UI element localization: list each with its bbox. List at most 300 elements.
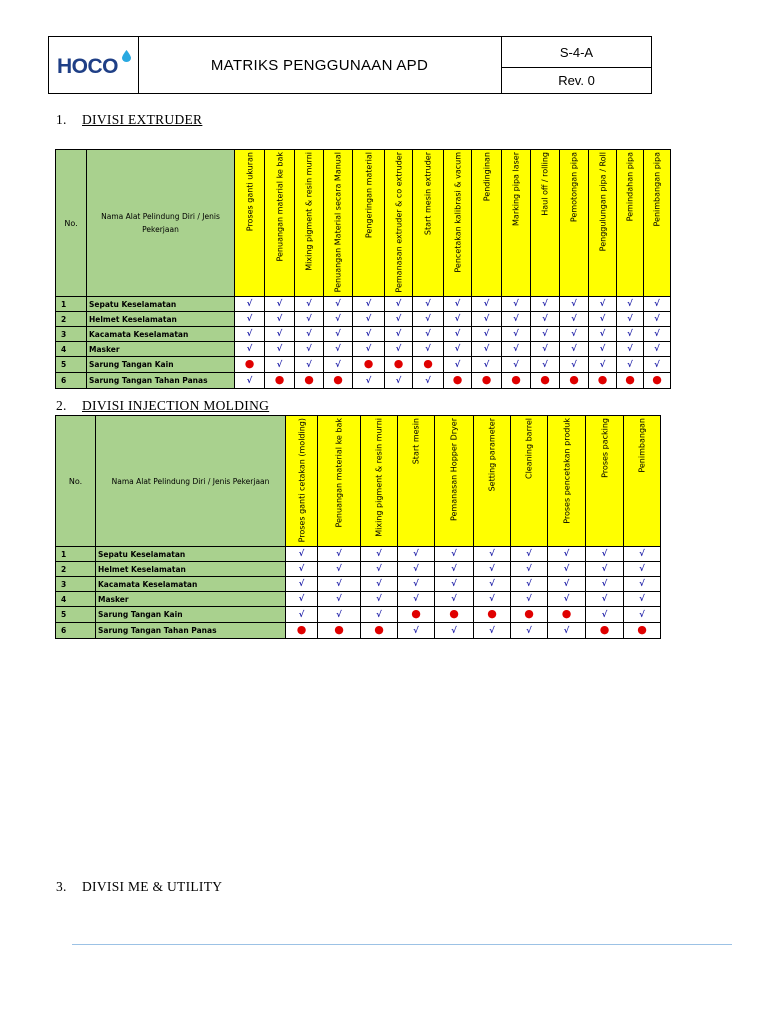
column-header-ppe-name: Nama Alat Pelindung Diri / Jenis Pekerjaan: [87, 150, 235, 297]
required-check-mark: [560, 312, 589, 327]
check-icon: √: [627, 299, 633, 309]
check-icon: √: [627, 314, 633, 324]
check-icon: √: [454, 344, 461, 354]
column-header-no: No.: [56, 416, 96, 547]
check-icon: √: [599, 344, 606, 354]
check-icon: √: [365, 375, 372, 386]
activity-label: Penuangan material ke bak: [275, 152, 284, 262]
ppe-name: Sarung Tangan Kain: [96, 607, 286, 623]
check-icon: √: [599, 329, 606, 339]
check-icon: √: [276, 299, 283, 309]
check-icon: √: [365, 329, 372, 339]
required-check-mark: [586, 592, 624, 607]
check-icon: √: [451, 564, 457, 574]
check-icon: √: [601, 579, 608, 589]
required-check-mark: [548, 547, 586, 562]
column-header-activity: [560, 150, 589, 297]
required-check-mark: [586, 562, 624, 577]
column-header-activity: [235, 150, 265, 297]
activity-label: Pemanasan Hopper Dryer: [449, 418, 459, 522]
red-dot-icon: ●: [524, 607, 534, 620]
section-heading-extruder: [56, 112, 202, 128]
column-header-activity: [435, 416, 474, 547]
required-check-mark: [318, 547, 361, 562]
required-check-mark: [531, 297, 560, 312]
check-icon: √: [483, 344, 490, 354]
required-check-mark: [644, 342, 671, 357]
not-required-mark: [560, 373, 589, 389]
activity-label: Start mesin: [411, 418, 421, 465]
check-icon: √: [413, 579, 419, 589]
column-header-activity: [624, 416, 661, 547]
red-dot-icon: ●: [411, 607, 421, 620]
required-check-mark: [385, 373, 413, 389]
check-icon: √: [601, 564, 608, 574]
required-check-mark: [361, 592, 398, 607]
document-title: MATRIKS PENGGUNAAN APD: [138, 37, 502, 93]
check-icon: √: [627, 344, 633, 354]
ppe-name: Masker: [87, 342, 235, 357]
activity-label: Proses ganti cetakan (molding): [297, 418, 306, 543]
check-icon: √: [306, 314, 312, 324]
row-number: 4: [56, 592, 96, 607]
check-icon: √: [654, 314, 660, 324]
column-header-activity: [444, 150, 472, 297]
check-icon: √: [306, 329, 312, 339]
check-icon: √: [298, 564, 305, 574]
required-check-mark: [353, 327, 385, 342]
activity-label: Proses ganti ukuran: [245, 152, 254, 232]
check-icon: √: [639, 609, 645, 620]
required-check-mark: [560, 297, 589, 312]
required-check-mark: [444, 297, 472, 312]
check-icon: √: [298, 609, 305, 620]
not-required-mark: [398, 607, 435, 623]
activity-label: Mixing pigment & resin murni: [374, 418, 384, 537]
ppe-name: Helmet Keselamatan: [96, 562, 286, 577]
check-icon: √: [483, 314, 490, 324]
check-icon: √: [601, 609, 608, 620]
required-check-mark: [435, 562, 474, 577]
red-dot-icon: ●: [449, 607, 459, 620]
table-row: [56, 342, 671, 357]
red-dot-icon: ●: [274, 373, 285, 386]
required-check-mark: [361, 547, 398, 562]
check-icon: √: [425, 375, 431, 386]
check-icon: √: [454, 329, 461, 339]
water-drop-icon: [122, 50, 131, 62]
check-icon: √: [654, 359, 660, 370]
not-required-mark: [531, 373, 560, 389]
required-check-mark: [589, 327, 617, 342]
check-icon: √: [365, 299, 372, 309]
row-number: 2: [56, 312, 87, 327]
required-check-mark: [617, 342, 644, 357]
red-dot-icon: ●: [333, 373, 343, 386]
not-required-mark: [548, 607, 586, 623]
row-number: 5: [56, 357, 87, 373]
ppe-name: Sepatu Keselamatan: [87, 297, 235, 312]
required-check-mark: [644, 357, 671, 373]
check-icon: √: [542, 344, 548, 354]
check-icon: √: [335, 344, 341, 354]
check-icon: √: [563, 564, 570, 574]
check-icon: √: [513, 359, 519, 370]
not-required-mark: [444, 373, 472, 389]
required-check-mark: [644, 312, 671, 327]
check-icon: √: [336, 564, 342, 574]
not-required-mark: [617, 373, 644, 389]
column-header-activity: [548, 416, 586, 547]
required-check-mark: [265, 342, 295, 357]
document-code: S-4-A: [501, 37, 652, 68]
required-check-mark: [385, 342, 413, 357]
required-check-mark: [472, 312, 502, 327]
check-icon: √: [483, 299, 490, 309]
not-required-mark: [318, 623, 361, 639]
section-number: 3.: [56, 879, 67, 894]
check-icon: √: [306, 344, 312, 354]
section-title: DIVISI ME & UTILITY: [82, 879, 223, 894]
check-icon: √: [513, 329, 519, 339]
red-dot-icon: ●: [244, 357, 255, 370]
required-check-mark: [444, 357, 472, 373]
row-number: 5: [56, 607, 96, 623]
not-required-mark: [472, 373, 502, 389]
required-check-mark: [444, 327, 472, 342]
activity-label: Penimbangan pipa: [652, 152, 662, 227]
required-check-mark: [472, 297, 502, 312]
section-title: DIVISI EXTRUDER: [82, 112, 203, 127]
check-icon: √: [489, 625, 495, 636]
activity-label: Pemindahan pipa: [625, 152, 635, 222]
required-check-mark: [624, 607, 661, 623]
column-header-activity: [472, 150, 502, 297]
row-number: 3: [56, 577, 96, 592]
activity-label: Penimbangan: [637, 418, 647, 473]
red-dot-icon: ●: [304, 373, 314, 386]
not-required-mark: [435, 607, 474, 623]
check-icon: √: [298, 579, 305, 589]
required-check-mark: [265, 327, 295, 342]
check-icon: √: [563, 579, 570, 589]
check-icon: √: [489, 579, 495, 589]
not-required-mark: [511, 607, 548, 623]
required-check-mark: [644, 297, 671, 312]
not-required-mark: [586, 623, 624, 639]
required-check-mark: [586, 547, 624, 562]
check-icon: √: [395, 344, 402, 354]
required-check-mark: [435, 577, 474, 592]
column-header-activity: [589, 150, 617, 297]
column-header-ppe-name: Nama Alat Pelindung Diri / Jenis Pekerjaan: [96, 416, 286, 547]
required-check-mark: [502, 312, 531, 327]
logo-text: HOCO: [57, 55, 118, 78]
required-check-mark: [502, 357, 531, 373]
required-check-mark: [385, 312, 413, 327]
check-icon: √: [335, 314, 341, 324]
check-icon: √: [395, 375, 402, 386]
section-number: 2.: [56, 398, 67, 413]
check-icon: √: [563, 594, 570, 604]
required-check-mark: [413, 342, 444, 357]
check-icon: √: [395, 314, 402, 324]
table-row: [56, 547, 661, 562]
required-check-mark: [472, 342, 502, 357]
column-header-activity: [361, 416, 398, 547]
not-required-mark: [644, 373, 671, 389]
check-icon: √: [306, 359, 312, 370]
not-required-mark: [324, 373, 353, 389]
check-icon: √: [599, 299, 606, 309]
column-header-activity: [324, 150, 353, 297]
check-icon: √: [542, 314, 548, 324]
column-header-activity: [502, 150, 531, 297]
column-header-activity: [531, 150, 560, 297]
required-check-mark: [511, 623, 548, 639]
column-header-activity: [474, 416, 511, 547]
required-check-mark: [548, 623, 586, 639]
red-dot-icon: ●: [481, 373, 492, 386]
check-icon: √: [601, 549, 608, 559]
activity-label: Pemotongan pipa: [569, 152, 579, 223]
table-row: [56, 297, 671, 312]
required-check-mark: [617, 327, 644, 342]
required-check-mark: [586, 577, 624, 592]
check-icon: √: [413, 625, 419, 636]
check-icon: √: [413, 594, 419, 604]
required-check-mark: [413, 312, 444, 327]
red-dot-icon: ●: [511, 373, 521, 386]
column-header-activity: [318, 416, 361, 547]
red-dot-icon: ●: [540, 373, 550, 386]
required-check-mark: [502, 342, 531, 357]
check-icon: √: [627, 359, 633, 370]
check-icon: √: [425, 344, 431, 354]
check-icon: √: [336, 549, 342, 559]
not-required-mark: [589, 373, 617, 389]
check-icon: √: [571, 359, 577, 370]
required-check-mark: [589, 357, 617, 373]
required-check-mark: [444, 312, 472, 327]
row-number: 1: [56, 547, 96, 562]
required-check-mark: [474, 592, 511, 607]
required-check-mark: [589, 312, 617, 327]
check-icon: √: [639, 579, 645, 589]
check-icon: √: [654, 329, 660, 339]
check-icon: √: [298, 594, 305, 604]
required-check-mark: [511, 547, 548, 562]
required-check-mark: [560, 357, 589, 373]
activity-label: Pendinginan: [482, 152, 491, 202]
required-check-mark: [617, 297, 644, 312]
required-check-mark: [235, 342, 265, 357]
required-check-mark: [318, 577, 361, 592]
required-check-mark: [531, 312, 560, 327]
check-icon: √: [513, 299, 519, 309]
check-icon: √: [571, 314, 577, 324]
required-check-mark: [435, 623, 474, 639]
check-icon: √: [526, 564, 532, 574]
required-check-mark: [624, 577, 661, 592]
required-check-mark: [624, 547, 661, 562]
check-icon: √: [563, 625, 570, 636]
check-icon: √: [276, 314, 283, 324]
ppe-name: Sarung Tangan Tahan Panas: [87, 373, 235, 389]
check-icon: √: [376, 579, 382, 589]
row-number: 4: [56, 342, 87, 357]
check-icon: √: [246, 329, 253, 339]
required-check-mark: [235, 327, 265, 342]
row-number: 2: [56, 562, 96, 577]
required-check-mark: [353, 297, 385, 312]
not-required-mark: [624, 623, 661, 639]
red-dot-icon: ●: [625, 373, 635, 386]
row-number: 1: [56, 297, 87, 312]
document-revision: Rev. 0: [558, 73, 595, 88]
activity-label: Haul off / rolling: [540, 152, 550, 216]
required-check-mark: [617, 357, 644, 373]
ppe-name: Sarung Tangan Kain: [87, 357, 235, 373]
check-icon: √: [513, 344, 519, 354]
ppe-name: Helmet Keselamatan: [87, 312, 235, 327]
table-row: [56, 327, 671, 342]
not-required-mark: [286, 623, 318, 639]
required-check-mark: [413, 297, 444, 312]
check-icon: √: [276, 359, 283, 370]
required-check-mark: [548, 577, 586, 592]
check-icon: √: [395, 329, 402, 339]
check-icon: √: [451, 549, 457, 559]
required-check-mark: [472, 357, 502, 373]
check-icon: √: [571, 344, 577, 354]
activity-label: Proses packing: [600, 418, 609, 478]
not-required-mark: [474, 607, 511, 623]
required-check-mark: [511, 577, 548, 592]
check-icon: √: [454, 314, 461, 324]
table-row: [56, 312, 671, 327]
check-icon: √: [599, 314, 606, 324]
check-icon: √: [654, 299, 660, 309]
column-header-no: No.: [56, 150, 87, 297]
check-icon: √: [571, 329, 577, 339]
table-row: [56, 623, 661, 639]
activity-label: Start mesin extruder: [423, 152, 433, 236]
table-row: [56, 357, 671, 373]
not-required-mark: [502, 373, 531, 389]
check-icon: √: [425, 314, 431, 324]
injection-matrix-table: [55, 415, 661, 639]
check-icon: √: [599, 359, 606, 370]
required-check-mark: [295, 312, 324, 327]
required-check-mark: [318, 562, 361, 577]
required-check-mark: [472, 327, 502, 342]
check-icon: √: [336, 579, 342, 589]
section-heading-injection: [56, 398, 269, 414]
required-check-mark: [398, 623, 435, 639]
required-check-mark: [560, 342, 589, 357]
required-check-mark: [361, 577, 398, 592]
check-icon: √: [454, 299, 461, 309]
required-check-mark: [531, 357, 560, 373]
check-icon: √: [298, 549, 305, 559]
check-icon: √: [246, 299, 253, 309]
check-icon: √: [425, 329, 431, 339]
check-icon: √: [336, 594, 342, 604]
required-check-mark: [589, 297, 617, 312]
activity-label: Cleaning barrel: [524, 418, 534, 480]
logo: [49, 37, 139, 93]
ppe-name: Sepatu Keselamatan: [96, 547, 286, 562]
required-check-mark: [548, 562, 586, 577]
activity-label: Pemanasan extruder & co extruder: [394, 152, 403, 293]
required-check-mark: [398, 562, 435, 577]
required-check-mark: [265, 312, 295, 327]
not-required-mark: [385, 357, 413, 373]
check-icon: √: [276, 329, 283, 339]
required-check-mark: [353, 373, 385, 389]
check-icon: √: [639, 564, 645, 574]
required-check-mark: [318, 592, 361, 607]
red-dot-icon: ●: [561, 607, 572, 620]
column-header-activity: [385, 150, 413, 297]
required-check-mark: [361, 562, 398, 577]
activity-label: Mixing pigment & resin murni: [304, 152, 314, 271]
required-check-mark: [324, 327, 353, 342]
required-check-mark: [265, 357, 295, 373]
check-icon: √: [601, 594, 608, 604]
footer-divider: [72, 944, 732, 945]
check-icon: √: [526, 579, 532, 589]
required-check-mark: [398, 592, 435, 607]
required-check-mark: [353, 312, 385, 327]
red-dot-icon: ●: [599, 623, 610, 636]
check-icon: √: [489, 549, 495, 559]
not-required-mark: [295, 373, 324, 389]
column-header-activity: [265, 150, 295, 297]
check-icon: √: [454, 359, 461, 370]
red-dot-icon: ●: [452, 373, 463, 386]
check-icon: √: [376, 594, 382, 604]
check-icon: √: [336, 609, 342, 620]
required-check-mark: [385, 327, 413, 342]
check-icon: √: [639, 549, 645, 559]
ppe-name: Kacamata Keselamatan: [87, 327, 235, 342]
check-icon: √: [376, 609, 382, 620]
check-icon: √: [483, 359, 490, 370]
red-dot-icon: ●: [569, 373, 579, 386]
required-check-mark: [324, 312, 353, 327]
section-number: 1.: [56, 112, 67, 127]
required-check-mark: [235, 297, 265, 312]
check-icon: √: [483, 329, 490, 339]
required-check-mark: [398, 547, 435, 562]
required-check-mark: [586, 607, 624, 623]
required-check-mark: [413, 327, 444, 342]
required-check-mark: [474, 577, 511, 592]
red-dot-icon: ●: [637, 623, 647, 636]
check-icon: √: [306, 299, 312, 309]
required-check-mark: [286, 562, 318, 577]
red-dot-icon: ●: [296, 623, 307, 636]
required-check-mark: [511, 592, 548, 607]
required-check-mark: [324, 357, 353, 373]
check-icon: √: [639, 594, 645, 604]
check-icon: √: [542, 359, 548, 370]
column-header-activity: [511, 416, 548, 547]
required-check-mark: [286, 592, 318, 607]
check-icon: √: [451, 625, 457, 636]
